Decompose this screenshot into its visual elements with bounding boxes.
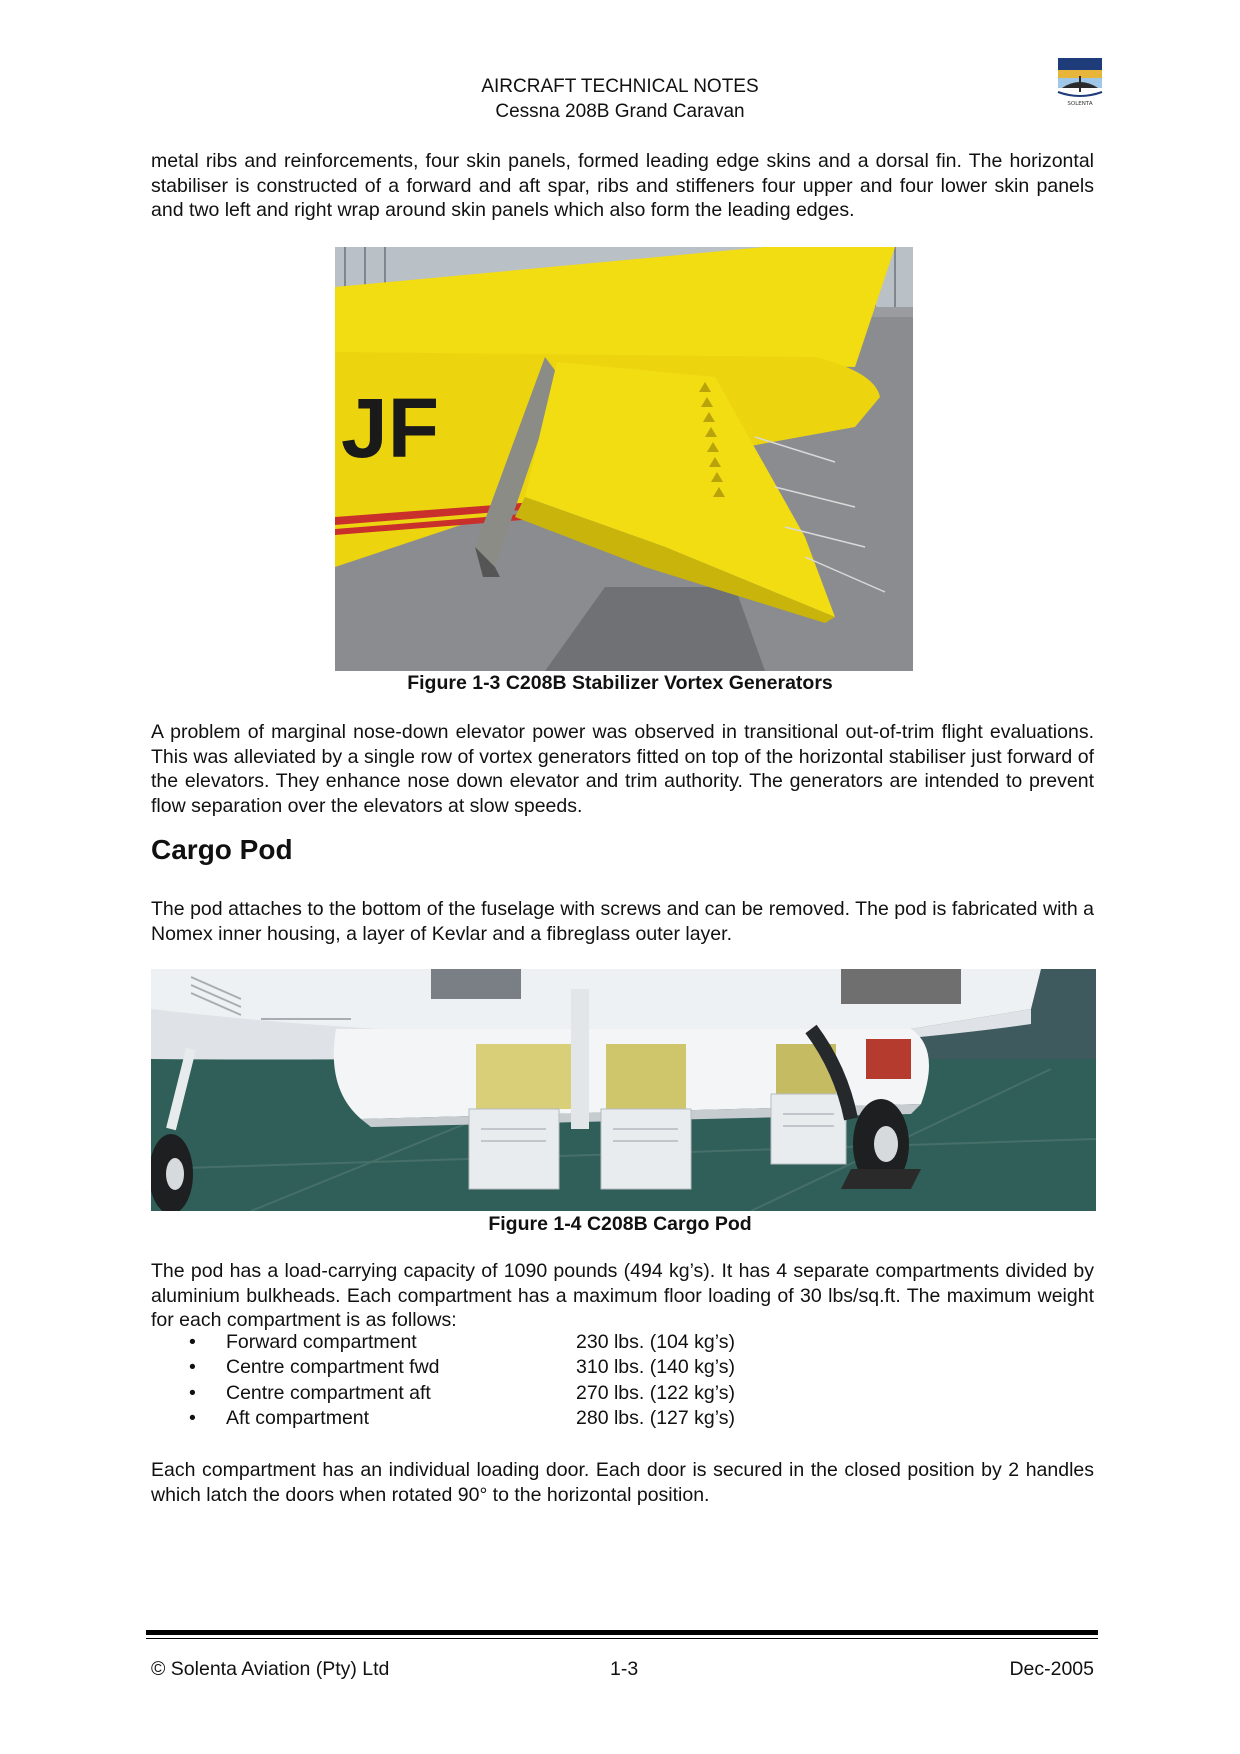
- bullet: •: [189, 1331, 196, 1353]
- door-paragraph: Each compartment has an individual loading door. Each door is secured in the closed position by 2 handles which latch the doors when rotated 90° to the horizontal position.: [151, 1459, 1094, 1506]
- cargo-pod-paragraph: The pod attaches to the bottom of the fuselage with screws and can be removed. The pod is fabricated with a Nomex inner housing, a layer of Kevlar and a fibreglass outer layer.: [151, 898, 1094, 945]
- solenta-logo: [1052, 58, 1108, 116]
- compartment-name: Aft compartment: [226, 1406, 370, 1429]
- compartment-name: Centre compartment fwd: [226, 1356, 440, 1379]
- compartment-weight: 270 lbs. (122 kg’s): [576, 1381, 735, 1404]
- bullet: •: [189, 1381, 196, 1404]
- footer-page-number: 1-3: [610, 1658, 639, 1680]
- list-item: [151, 1331, 951, 1356]
- footer-copyright: © Solenta Aviation (Pty) Ltd: [151, 1658, 390, 1680]
- section-heading-cargo-pod: Cargo Pod: [151, 834, 293, 865]
- logo-text: SOLENTA: [1067, 101, 1093, 107]
- intro-paragraph: metal ribs and reinforcements, four skin panels, formed leading edge skins and a dorsal fin. The horizontal stabiliser is constructed of a forward and aft spar, ribs and stiffeners four upper and four lower skin panels and two left and right wrap around skin panels which also form the leading edges.: [151, 150, 1094, 221]
- footer-rule-thin: [146, 1638, 1098, 1639]
- bullet: •: [189, 1356, 196, 1379]
- footer-date: Dec-2005: [1009, 1658, 1094, 1680]
- figure-caption-1: Figure 1-3 C208B Stabilizer Vortex Generators: [407, 672, 833, 694]
- registration-letters: JF: [341, 381, 440, 475]
- list-item: [151, 1407, 951, 1432]
- header-title: AIRCRAFT TECHNICAL NOTES: [481, 76, 759, 97]
- footer-rule-thick: [146, 1630, 1098, 1635]
- compartment-weight: 310 lbs. (140 kg’s): [576, 1356, 735, 1379]
- list-item: [151, 1356, 951, 1381]
- compartment-list: [151, 1331, 951, 1432]
- bullet: •: [189, 1406, 196, 1429]
- figure-caption-2: Figure 1-4 C208B Cargo Pod: [488, 1213, 752, 1235]
- compartment-name: Centre compartment aft: [226, 1381, 431, 1404]
- compartment-weight: 280 lbs. (127 kg’s): [576, 1406, 735, 1429]
- compartment-name: Forward compartment: [226, 1331, 417, 1353]
- capacity-paragraph: The pod has a load-carrying capacity of 1090 pounds (494 kg’s). It has 4 separate compartments divided by aluminium bulkheads. Each compartment has a maximum floor loading of 30 lbs/sq.ft. The maximum weight for each compartment is as follows:: [151, 1260, 1094, 1331]
- vortex-paragraph: A problem of marginal nose-down elevator power was observed in transitional out-of-trim flight evaluations. This was alleviated by a single row of vortex generators fitted on top of the horizontal stabiliser just forward of the elevators. They enhance nose down elevator and trim authority. The generators are intended to prevent flow separation over the elevators at slow speeds.: [151, 721, 1094, 817]
- compartment-weight: 230 lbs. (104 kg’s): [576, 1331, 735, 1353]
- stabilizer-photo: [335, 247, 913, 671]
- cargo-pod-photo: [151, 969, 1096, 1211]
- list-item: [151, 1382, 951, 1407]
- header-subtitle: Cessna 208B Grand Caravan: [495, 101, 745, 122]
